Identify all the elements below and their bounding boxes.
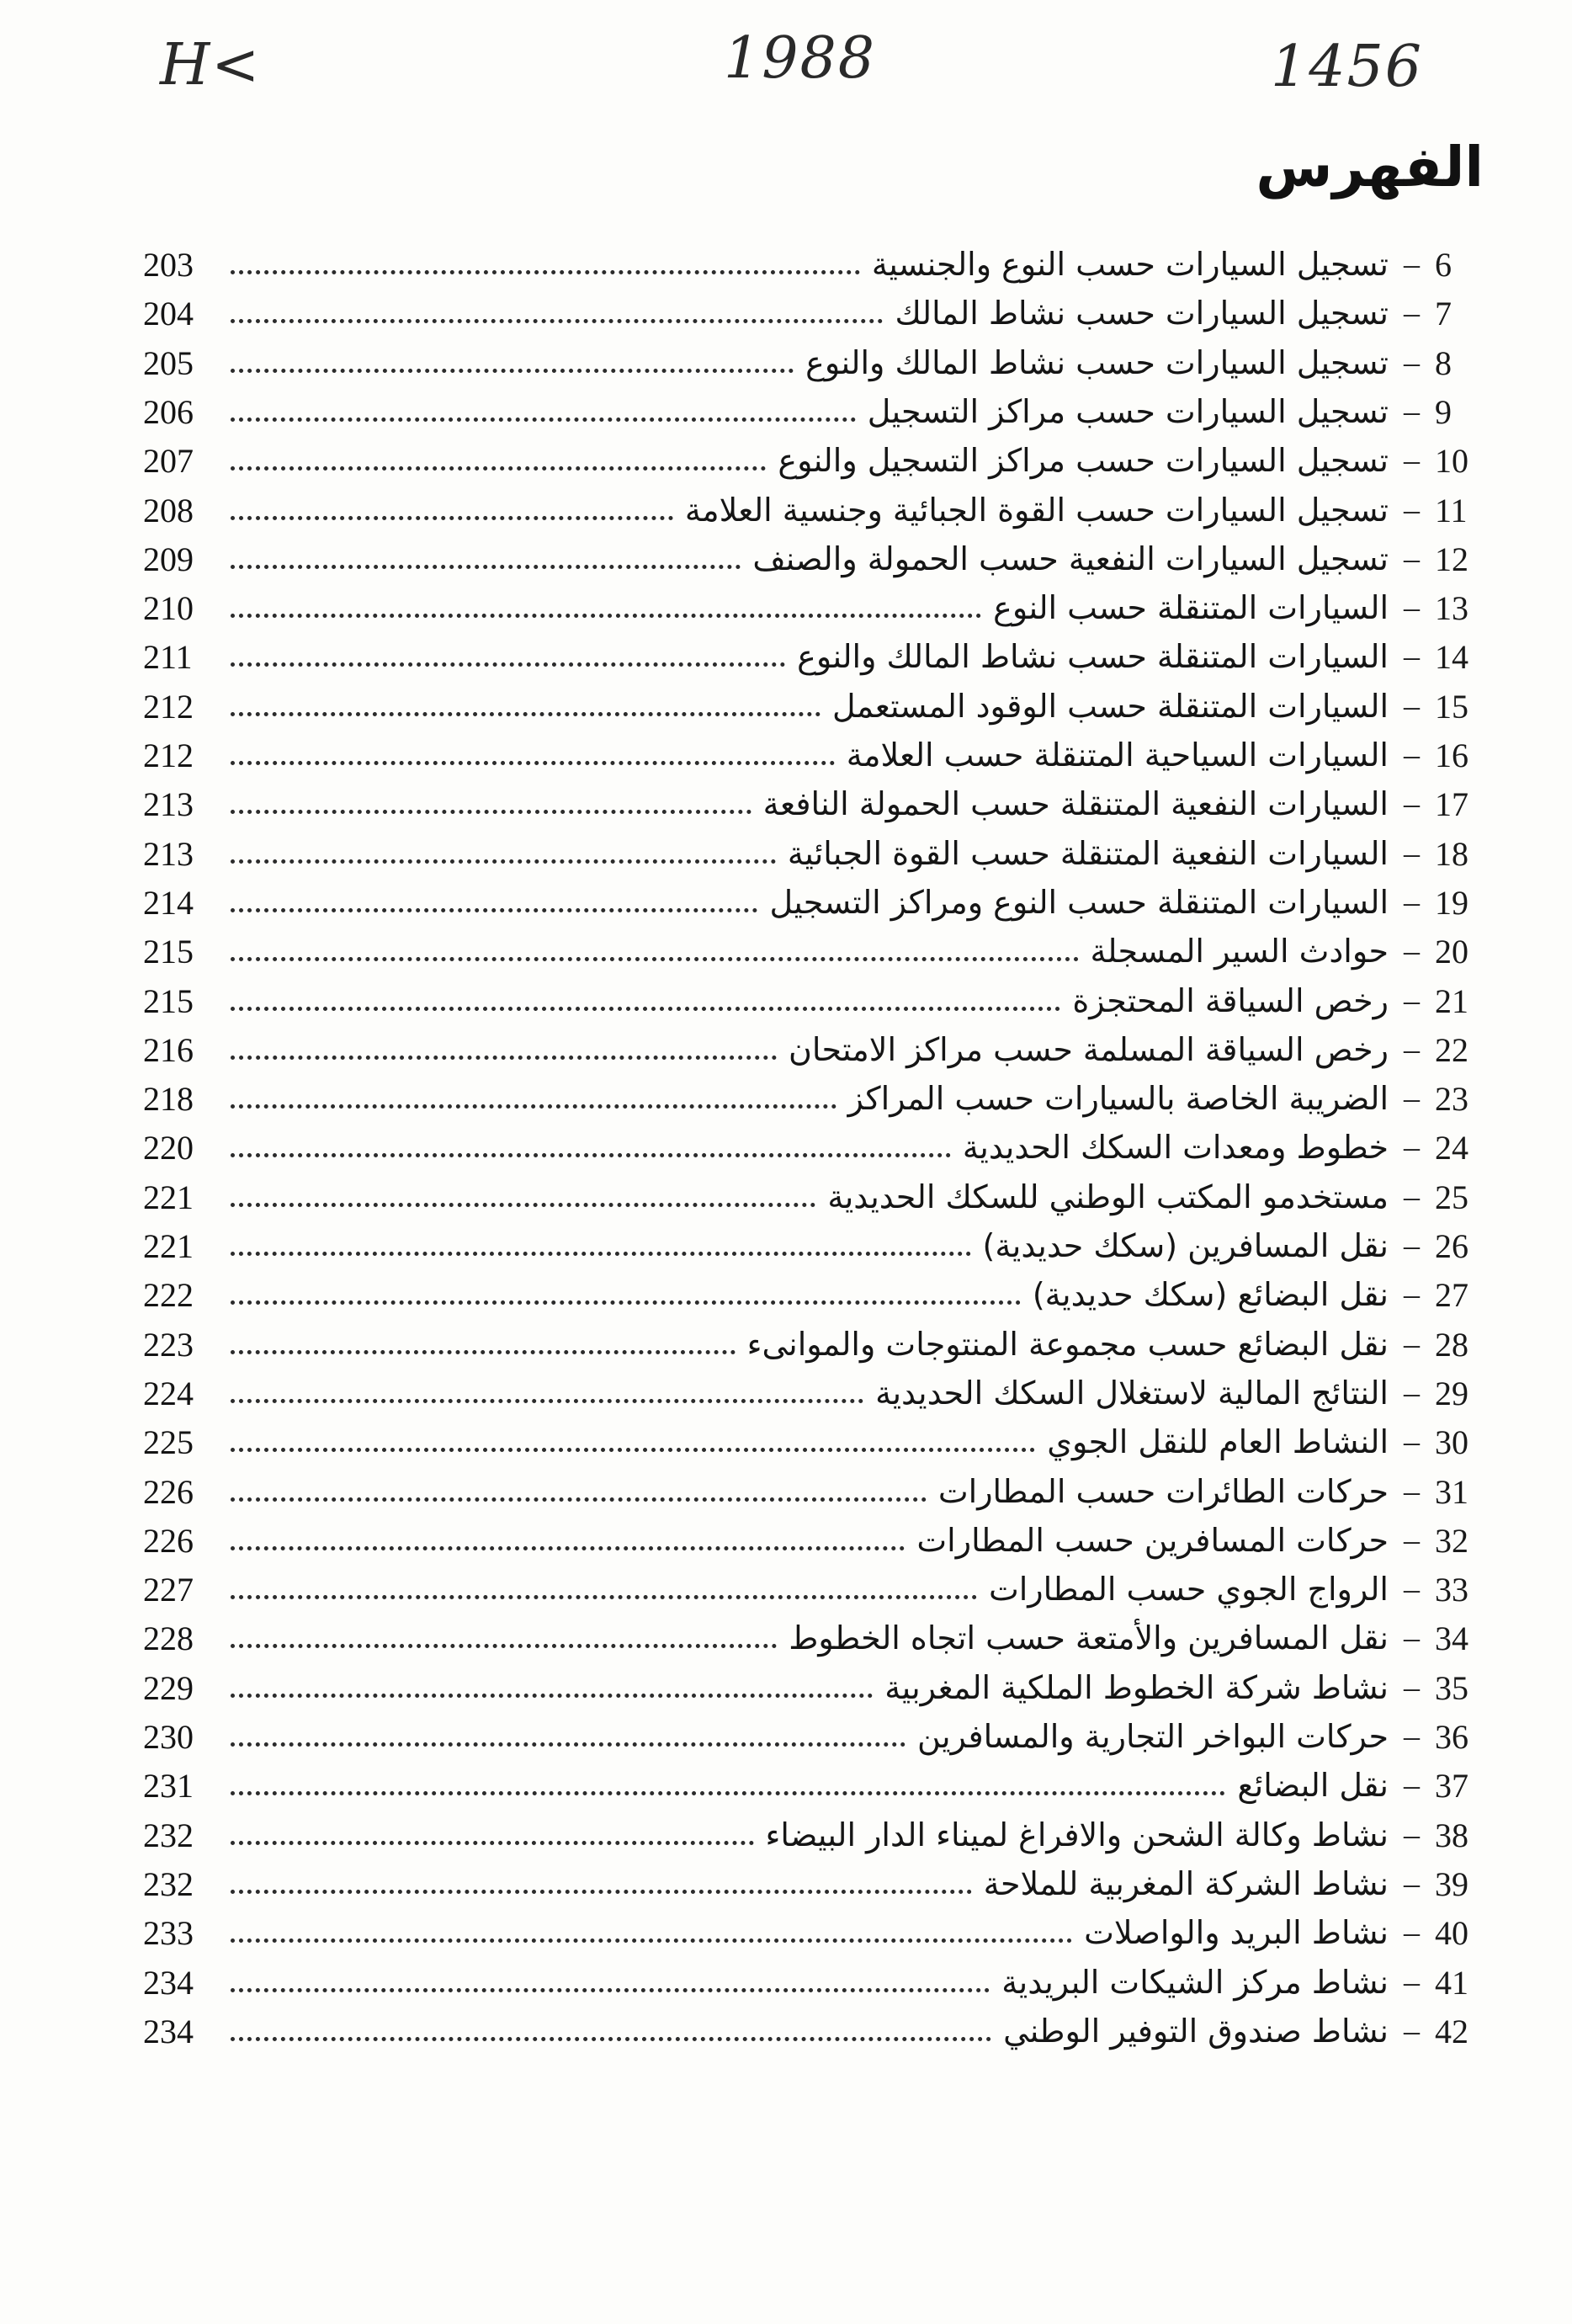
toc-dash: –: [1404, 1032, 1420, 1067]
toc-page-number: 230: [143, 1717, 194, 1756]
toc-row: [143, 534, 1477, 583]
toc-dash: –: [1404, 1768, 1420, 1803]
toc-entry-title: حوادث السير المسجلة: [1090, 933, 1389, 970]
toc-page-number: 212: [143, 736, 194, 774]
toc-dash: –: [1404, 1179, 1420, 1215]
toc-entry-number: 18: [1435, 834, 1468, 873]
toc-entry-title: رخص السياقة المسلمة حسب مراكز الامتحان: [788, 1031, 1389, 1068]
toc-page-number: 214: [143, 883, 194, 922]
toc-leader-dots: [231, 1153, 951, 1157]
toc-leader-dots: [231, 1252, 971, 1256]
toc-dash: –: [1404, 983, 1420, 1018]
toc-page-number: 234: [143, 1963, 194, 2002]
toc-row: [143, 927, 1477, 976]
toc-leader-dots: [231, 1546, 905, 1550]
toc-entry-title: تسجيل السيارات حسب القوة الجبائية وجنسية العلامة: [684, 492, 1389, 529]
handwritten-mark-right: 1456: [1271, 34, 1424, 100]
table-of-contents: [143, 240, 1477, 2058]
toc-dash: –: [1404, 541, 1420, 577]
toc-row: [143, 1958, 1477, 2007]
toc-page-number: 229: [143, 1668, 194, 1707]
toc-entry-number: 35: [1435, 1668, 1468, 1707]
toc-page-number: 232: [143, 1864, 194, 1903]
toc-entry-title: السيارات المتنقلة حسب الوقود المستعمل: [831, 688, 1389, 725]
toc-entry-title: حركات المسافرين حسب المطارات: [916, 1522, 1389, 1559]
toc-entry-number: 23: [1435, 1079, 1468, 1118]
toc-leader-dots: [231, 1056, 777, 1060]
toc-leader-dots: [231, 810, 751, 814]
toc-entry-number: 10: [1435, 441, 1468, 480]
toc-row: [143, 731, 1477, 779]
toc-row: [143, 1663, 1477, 1712]
toc-entry-number: 33: [1435, 1570, 1468, 1609]
toc-entry-title: السيارات المتنقلة حسب النوع ومراكز التسجيل: [769, 884, 1389, 921]
toc-entry-title: الرواج الجوي حسب المطارات: [988, 1571, 1389, 1608]
toc-entry-title: السيارات المتنقلة حسب نشاط المالك والنوع: [797, 638, 1389, 675]
toc-leader-dots: [231, 466, 766, 471]
toc-row: [143, 878, 1477, 927]
toc-entry-number: 20: [1435, 932, 1468, 971]
toc-page-number: 218: [143, 1079, 194, 1118]
toc-row: [143, 2007, 1477, 2055]
toc-entry-number: 6: [1435, 245, 1452, 284]
toc-row: [143, 1074, 1477, 1123]
toc-entry-title: رخص السياقة المحتجزة: [1072, 982, 1389, 1019]
toc-row: [143, 1369, 1477, 1417]
toc-leader-dots: [231, 957, 1079, 961]
toc-entry-title: حركات البواخر التجارية والمسافرين: [917, 1718, 1389, 1755]
toc-leader-dots: [231, 1890, 972, 1894]
toc-leader-dots: [231, 761, 835, 765]
toc-dash: –: [1404, 737, 1420, 773]
toc-page-number: 206: [143, 392, 194, 431]
toc-page-number: 213: [143, 784, 194, 823]
toc-entry-number: 26: [1435, 1226, 1468, 1265]
toc-dash: –: [1404, 885, 1420, 920]
toc-page-number: 225: [143, 1423, 194, 1461]
toc-leader-dots: [231, 1742, 905, 1747]
toc-row: [143, 1025, 1477, 1074]
toc-page-number: 207: [143, 441, 194, 480]
toc-page-number: 228: [143, 1619, 194, 1657]
toc-page-number: 233: [143, 1913, 194, 1952]
toc-dash: –: [1404, 443, 1420, 478]
toc-row: [143, 1221, 1477, 1270]
toc-entry-title: نقل المسافرين (سكك حديدية): [982, 1227, 1389, 1264]
toc-entry-number: 27: [1435, 1275, 1468, 1314]
toc-page-number: 215: [143, 981, 194, 1020]
toc-leader-dots: [231, 1497, 927, 1502]
toc-dash: –: [1404, 1081, 1420, 1116]
toc-entry-number: 30: [1435, 1423, 1468, 1461]
toc-row: [143, 829, 1477, 878]
toc-page-number: 231: [143, 1766, 194, 1805]
toc-dash: –: [1404, 1620, 1420, 1656]
toc-dash: –: [1404, 345, 1420, 380]
toc-leader-dots: [231, 1399, 863, 1403]
toc-dash: –: [1404, 1474, 1420, 1509]
toc-entry-title: تسجيل السيارات النفعية حسب الحمولة والصنف: [752, 540, 1389, 577]
toc-page-number: 216: [143, 1030, 194, 1069]
toc-entry-number: 24: [1435, 1128, 1468, 1167]
toc-entry-title: نقل المسافرين والأمتعة حسب اتجاه الخطوط: [789, 1619, 1389, 1657]
toc-row: [143, 1614, 1477, 1662]
toc-page-number: 213: [143, 834, 194, 873]
toc-entry-title: تسجيل السيارات حسب نشاط المالك: [895, 295, 1389, 332]
handwritten-mark-left: H<: [160, 32, 262, 98]
handwritten-mark-center: 1988: [724, 25, 877, 92]
toc-dash: –: [1404, 786, 1420, 822]
toc-entry-number: 11: [1435, 491, 1468, 529]
toc-dash: –: [1404, 590, 1420, 625]
toc-row: [143, 682, 1477, 731]
toc-entry-number: 39: [1435, 1864, 1468, 1903]
toc-row: [143, 1761, 1477, 1810]
toc-row: [143, 1516, 1477, 1565]
toc-entry-number: 41: [1435, 1963, 1468, 2002]
toc-dash: –: [1404, 1817, 1420, 1853]
toc-entry-title: نشاط صندوق التوفير الوطني: [1003, 2013, 1389, 2050]
toc-entry-number: 14: [1435, 637, 1468, 676]
toc-row: [143, 583, 1477, 632]
toc-entry-number: 16: [1435, 736, 1468, 774]
toc-page-number: 224: [143, 1374, 194, 1412]
toc-leader-dots: [231, 1644, 777, 1648]
toc-leader-dots: [231, 614, 981, 618]
toc-dash: –: [1404, 1866, 1420, 1901]
toc-entry-number: 42: [1435, 2012, 1468, 2050]
toc-entry-number: 8: [1435, 343, 1452, 382]
toc-leader-dots: [231, 1791, 1225, 1795]
toc-entry-number: 31: [1435, 1472, 1468, 1511]
toc-dash: –: [1404, 689, 1420, 724]
toc-leader-dots: [231, 1203, 815, 1207]
toc-leader-dots: [231, 1694, 873, 1698]
page-title: الفهرس: [1256, 135, 1484, 199]
toc-page-number: 227: [143, 1570, 194, 1609]
toc-entry-title: نقل البضائع حسب مجموعة المنتوجات والموانىء: [746, 1326, 1389, 1363]
toc-row: [143, 1712, 1477, 1761]
toc-dash: –: [1404, 2013, 1420, 2049]
toc-row: [143, 632, 1477, 681]
toc-row: [143, 436, 1477, 485]
toc-dash: –: [1404, 1277, 1420, 1312]
toc-row: [143, 1270, 1477, 1319]
toc-page-number: 234: [143, 2012, 194, 2050]
toc-page-number: 208: [143, 491, 194, 529]
toc-dash: –: [1404, 247, 1420, 282]
toc-entry-title: تسجيل السيارات حسب النوع والجنسية: [871, 246, 1389, 283]
toc-page-number: 221: [143, 1226, 194, 1265]
toc-leader-dots: [231, 712, 821, 716]
toc-entry-title: خطوط ومعدات السكك الحديدية: [962, 1129, 1389, 1166]
toc-leader-dots: [231, 319, 883, 323]
toc-entry-title: السيارات النفعية المتنقلة حسب القوة الجبائية: [787, 835, 1389, 872]
toc-entry-number: 34: [1435, 1619, 1468, 1657]
toc-page-number: 212: [143, 687, 194, 726]
toc-dash: –: [1404, 933, 1420, 969]
toc-entry-title: نشاط البريد والواصلات: [1084, 1914, 1389, 1951]
toc-leader-dots: [231, 516, 673, 520]
toc-dash: –: [1404, 1424, 1420, 1460]
toc-row: [143, 976, 1477, 1025]
toc-dash: –: [1404, 1719, 1420, 1754]
toc-leader-dots: [231, 1350, 736, 1354]
toc-leader-dots: [231, 1988, 990, 1992]
toc-row: [143, 486, 1477, 534]
toc-entry-title: السيارات النفعية المتنقلة حسب الحمولة النافعة: [762, 785, 1389, 822]
toc-entry-title: مستخدمو المكتب الوطني للسكك الحديدية: [827, 1178, 1389, 1215]
toc-row: [143, 289, 1477, 338]
toc-entry-title: نقل البضائع: [1237, 1767, 1389, 1804]
toc-page-number: 210: [143, 588, 194, 627]
toc-entry-number: 29: [1435, 1374, 1468, 1412]
toc-leader-dots: [231, 859, 776, 864]
toc-dash: –: [1404, 1375, 1420, 1411]
toc-entry-number: 40: [1435, 1913, 1468, 1952]
toc-page-number: 209: [143, 540, 194, 578]
toc-leader-dots: [231, 1448, 1035, 1452]
toc-row: [143, 1859, 1477, 1908]
toc-entry-number: 7: [1435, 294, 1452, 332]
toc-dash: –: [1404, 394, 1420, 429]
toc-row: [143, 779, 1477, 828]
toc-entry-title: تسجيل السيارات حسب مراكز التسجيل والنوع: [778, 442, 1389, 479]
toc-page-number: 221: [143, 1178, 194, 1216]
toc-row: [143, 1417, 1477, 1466]
toc-leader-dots: [231, 1007, 1060, 1011]
toc-leader-dots: [231, 270, 860, 274]
toc-row: [143, 338, 1477, 387]
toc-row: [143, 1811, 1477, 1859]
toc-row: [143, 1173, 1477, 1221]
toc-entry-number: 28: [1435, 1325, 1468, 1364]
toc-page-number: 220: [143, 1128, 194, 1167]
toc-row: [143, 1123, 1477, 1172]
toc-entry-title: تسجيل السيارات حسب مراكز التسجيل: [867, 393, 1389, 430]
toc-entry-title: السيارات المتنقلة حسب النوع: [993, 589, 1389, 626]
toc-row: [143, 1320, 1477, 1369]
toc-leader-dots: [231, 1938, 1072, 1943]
toc-entry-title: نشاط شركة الخطوط الملكية المغربية: [884, 1669, 1389, 1706]
toc-page-number: 203: [143, 245, 194, 284]
toc-dash: –: [1404, 639, 1420, 674]
toc-row: [143, 1467, 1477, 1516]
toc-leader-dots: [231, 2037, 991, 2041]
toc-dash: –: [1404, 836, 1420, 871]
toc-dash: –: [1404, 1571, 1420, 1607]
toc-leader-dots: [231, 662, 785, 667]
toc-entry-title: نشاط مركز الشيكات البريدية: [1001, 1964, 1389, 2001]
toc-row: [143, 240, 1477, 289]
toc-leader-dots: [231, 369, 794, 373]
toc-dash: –: [1404, 1130, 1420, 1165]
toc-entry-number: 15: [1435, 687, 1468, 726]
toc-page-number: 232: [143, 1816, 194, 1854]
toc-entry-number: 13: [1435, 588, 1468, 627]
toc-dash: –: [1404, 1523, 1420, 1558]
toc-dash: –: [1404, 1670, 1420, 1705]
toc-entry-title: نشاط وكالة الشحن والافراغ لميناء الدار البيضاء: [765, 1816, 1389, 1853]
toc-entry-number: 25: [1435, 1178, 1468, 1216]
toc-entry-number: 36: [1435, 1717, 1468, 1756]
toc-entry-number: 19: [1435, 883, 1468, 922]
toc-page-number: 211: [143, 637, 193, 676]
toc-leader-dots: [231, 1841, 754, 1845]
toc-entry-title: النتائج المالية لاستغلال السكك الحديدية: [875, 1375, 1389, 1412]
toc-row: [143, 1908, 1477, 1957]
toc-page-number: 215: [143, 932, 194, 971]
toc-dash: –: [1404, 1228, 1420, 1263]
toc-entry-title: حركات الطائرات حسب المطارات: [937, 1473, 1389, 1510]
toc-entry-title: الضريبة الخاصة بالسيارات حسب المراكز: [847, 1080, 1389, 1117]
toc-page-number: 226: [143, 1521, 194, 1560]
toc-page-number: 205: [143, 343, 194, 382]
toc-row: [143, 1565, 1477, 1614]
toc-page-number: 204: [143, 294, 194, 332]
toc-entry-title: السيارات السياحية المتنقلة حسب العلامة: [846, 737, 1389, 774]
toc-leader-dots: [231, 908, 757, 912]
toc-entry-title: النشاط العام للنقل الجوي: [1047, 1423, 1389, 1460]
toc-entry-number: 21: [1435, 981, 1468, 1020]
toc-entry-number: 22: [1435, 1030, 1468, 1069]
toc-entry-title: تسجيل السيارات حسب نشاط المالك والنوع: [805, 344, 1389, 381]
toc-dash: –: [1404, 492, 1420, 528]
toc-entry-title: نشاط الشركة المغربية للملاحة: [983, 1865, 1389, 1902]
toc-dash: –: [1404, 1327, 1420, 1362]
toc-leader-dots: [231, 417, 856, 422]
toc-entry-number: 37: [1435, 1766, 1468, 1805]
toc-entry-title: نقل البضائع (سكك حديدية): [1032, 1276, 1389, 1313]
toc-leader-dots: [231, 1104, 836, 1109]
toc-leader-dots: [231, 1595, 977, 1599]
toc-entry-number: 32: [1435, 1521, 1468, 1560]
toc-dash: –: [1404, 1915, 1420, 1950]
toc-dash: –: [1404, 1965, 1420, 2000]
toc-page-number: 226: [143, 1472, 194, 1511]
toc-page-number: 222: [143, 1275, 194, 1314]
toc-page-number: 223: [143, 1325, 194, 1364]
toc-leader-dots: [231, 1300, 1021, 1305]
toc-entry-number: 9: [1435, 392, 1452, 431]
toc-entry-number: 12: [1435, 540, 1468, 578]
toc-row: [143, 387, 1477, 436]
toc-dash: –: [1404, 295, 1420, 331]
toc-entry-number: 17: [1435, 784, 1468, 823]
toc-entry-number: 38: [1435, 1816, 1468, 1854]
toc-leader-dots: [231, 565, 741, 569]
